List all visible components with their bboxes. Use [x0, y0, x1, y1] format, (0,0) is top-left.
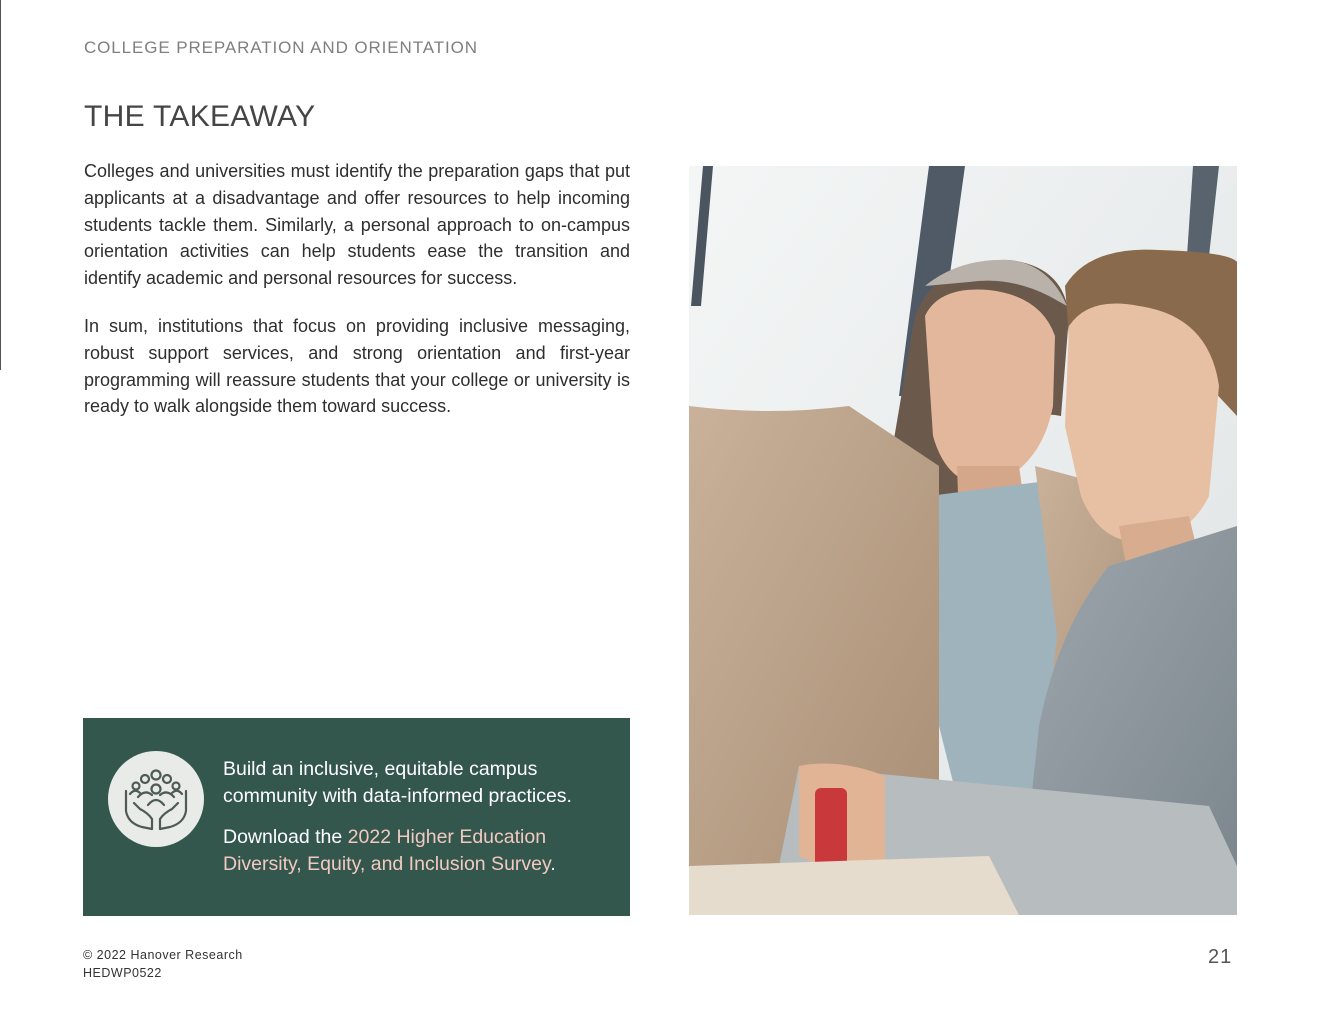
body-text — [84, 158, 630, 441]
page-number: 21 — [1208, 946, 1233, 968]
section-label: COLLEGE PREPARATION AND ORIENTATION — [84, 38, 478, 57]
callout-text — [223, 756, 618, 892]
survey-link[interactable]: 2022 Higher Education Diversity, Equity, and Inclusion Survey — [223, 826, 551, 875]
photo-two-people-looking-at-screen — [689, 166, 1237, 915]
footer-copyright — [83, 946, 243, 982]
document-code: HEDWP0522 — [83, 966, 162, 980]
download-prefix: Download the — [223, 826, 348, 848]
page-title: THE TAKEAWAY — [84, 100, 316, 133]
callout-headline: Build an inclusive, equitable campus community with data-informed practices. — [223, 758, 572, 807]
survey-callout-box — [83, 718, 630, 916]
page-edge-line — [0, 0, 1, 370]
body-paragraph-2: In sum, institutions that focus on providing inclusive messaging, robust support services, and strong orientation and first-year programming will reassure students that your college or university is ready to walk alongside them toward success. — [84, 315, 630, 417]
hands-holding-people-icon — [108, 751, 204, 847]
callout-download-line — [223, 824, 618, 877]
body-paragraph-1: Colleges and universities must identify the preparation gaps that put applicants at a disadvantage and offer resources to help incoming students tackle them. Similarly, a personal approach to on-campus orientation activities can help students ease the transition and identify academic and personal resources for success. — [84, 161, 630, 289]
copyright-text: © 2022 Hanover Research — [83, 948, 243, 962]
download-suffix: . — [550, 852, 556, 875]
